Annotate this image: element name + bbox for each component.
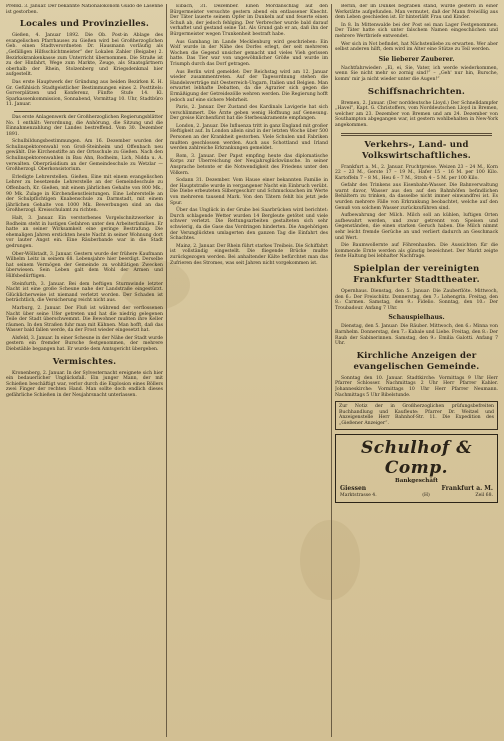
article-paragraph: Wer sich in Not befindet, hat Nächstenliebe zu erwarten. Wer aber selbst anderen hilft, dem wird im Alter eine Stütze zu Teil werden. <box>335 41 498 53</box>
article-paragraph: Schulbildungsbestimmungen. Am 16. Dezember wurden der Schulinspektorenwahl von Groß-Steinheim und Offenbach neu gewählt. Die Kirchenstifte an der Ortsschule zu Gießen. Nach den Schulinspektorenwahlen in Bau Ahn, Rodheim, Lich, Nidda u. A. verwalten. Oberpräsidium an der Gemeindeschule zu Wetzlar — Großherzogl. Oberkonsistorium. <box>6 139 163 173</box>
article-paragraph: Paris, 2. Januar. Der Zustand des Kardinals Lavigerie hat sich verschlimmert. Die Ärzte geben wenig Hoffnung auf Genesung. Der greise Kirchenfürst hat die Sterbesakramente empfangen. <box>170 105 328 122</box>
article-paragraph: Nachtfahrwieder: „Ei, ei, Sie, Vater, ich werde wiederkommen, wenn Sie nicht mehr so zornig sind!“ – „Geh' nur hin, Bursche, komm' mir ja nicht wieder unter die Augen!“ <box>335 65 498 82</box>
article-paragraph: Aufbewahrung der Milch. Milch soll an kühlen, luftigen Orten aufbewahrt werden, und zwar getrennt von Speisen und Gegenständen, die einen starken Geruch haben. Die Milch nimmt sehr leicht fremde Gerüche an und verliert dadurch an Geschmack und Wert. <box>335 213 498 241</box>
advertisement-address-left: Marktstrasse 4. <box>340 492 377 498</box>
advertisement-address-mid: (H) <box>422 492 430 498</box>
article-paragraph: Marburg, 2. Januar. Der Fluß ist während der verflossenen Nacht über seine Ufer getreten und hat die niedrig gelegenen Teile der Stadt überschwemmt. Die Bewohner mußten ihre Keller räumen. In den Straßen fuhr man mit Kähnen. Man hofft, daß das Wasser bald fallen werde, da der Frost wieder eingesetzt hat. <box>6 305 163 334</box>
column-1 <box>6 4 163 737</box>
advertisement-bank-label: Bankgeschäft <box>394 477 438 484</box>
article-paragraph: Ober-Wöllstadt, 3. Januar. Gestern wurde der frühere Kaufmann Wilhelm Leitz in seinem 68. Lebensjahre hier beerdigt. Derselbe hat seinem Vermögen der Gemeinde zu wohltätigen Zwecken überwiesen. Sein Leben galt dem Wohl der Armen und Hilfsbedürftigen. <box>6 251 163 279</box>
bank-advertisement <box>335 434 498 503</box>
article-paragraph: Opernhaus. Dienstag, den 5. Januar: Die Zauberflöte. Mittwoch, den 6.: Der Freischütz. Donnerstag, den 7.: Lohengrin. Freitag, den 8.: Carmen. Samstag, den 9.: Fidelio. Sonntag, den 10.: Der Troubadour. Anfang 7 Uhr. <box>335 289 498 311</box>
article-paragraph: Alsfeld, 3. Januar. In einer Scheune in der Nähe der Stadt wurde gestern ein fremder Bursche festgenommen, der mehrere Diebstähle begangen hat. Er wurde dem Amtsgericht übergeben. <box>6 335 163 353</box>
section-heading-local: Locales und Provinzielles. <box>19 19 150 30</box>
article-paragraph: Eibach, 31. Dezember. Einen Mordanschlag auf den Bürgermeister versuchte gestern abend ein entlassener Knecht. Der Täter lauerte seinem Opfer im Dunkeln auf und feuerte einen Schuß ab, der jedoch fehlging. Der Verbrecher wurde bald darauf verhaftet und gestand seine Tat. Als Grund gab er an, daß ihn der Bürgermeister wegen Trunkenheit bestraft habe. <box>170 4 328 37</box>
subheading: Schauspielhaus. <box>388 314 445 322</box>
article-paragraph: Aus Berlin wird gemeldet: Der Reichstag wird am 12. Januar wieder zusammentreten. Auf der Tagesordnung stehen die Handelsverträge mit Oesterreich-Ungarn, Italien und Belgien. Man erwartet lebhafte Debatten, da die Agrarier sich gegen die Ermäßigung der Getreidezölle wehren werden. Die Regierung hofft jedoch auf eine sichere Mehrheit. <box>170 69 328 103</box>
subheading: Sie lieberer Zauberer. <box>378 55 455 63</box>
article-paragraph: Das erste Hauptwerk der Gründung aus beiden Bezirken K. H. Gr. Gefühlsich Stadtgeistlicher Bestimmungen eines 2. Posttitels: Gorverplätzen und Konferenz, Fünfte Stufe 14. Kl. Sparkassenkommission, Sonnabend, Vormittag 10. Uhr, Stadtbüro 11. Januar. <box>6 79 163 108</box>
article-paragraph: Gefahr des Trinkens aus Eisenbahn-Wasser. Die Bahnverwaltung warnt davor, Wasser aus den auf den Bahnhöfen befindlichen Behältern zu trinken, da dasselbe nicht immer einwandfrei ist. Es wurden mehrere Fälle von Erkrankung beobachtet, welche auf den Genuß von solchem Wasser zurückzuführen sind. <box>335 183 498 211</box>
column-3 <box>335 4 498 737</box>
advertisement-city-right: Frankfurt a. M. <box>441 484 493 492</box>
section-heading-shipping: Schiffsnachrichten. <box>367 86 466 97</box>
article-paragraph: Mainz, 2. Januar. Der Rhein führt starkes Treibeis. Die Schiffahrt ist vollständig eingestellt. Die fliegende Brücke mußte zurückgezogen werden. Bei anhaltender Kälte befürchtet man das Zufrieren des Stromes, was seit Jahren nicht vorgekommen ist. <box>170 243 328 266</box>
article-paragraph: Erledigte Lehrerstellen. Gießen. Eine mit einem evangelischen Lehrer zu besetzende Lehrerstelle an der Gemeindeschule zu Offenbach, Kr. Gießen, mit einem jährlichen Gehalte von 800 Mk., 90 Mk. Zulage in Kirchendienstleistungen. Eine Lehrerstelle an der Schulpflichtigen Knabenschule zu Darmstadt, mit einem jährlichen Gehalte von 1000 Mk. Bewerbungen sind an das Großherzogl. Kreisschulamt zu richten. <box>6 174 163 214</box>
column-divider <box>331 4 332 737</box>
notice-text: Zur Notiz der in Großherzoglichen prüfungsbefreiten Buchhandlung und Kaufleute: Pfarrer Dr. Weitzel und Anzeigenstelle Herr Bahnhof-Str. 11. Die Expedition des „Gießener Anzeiger“. <box>339 404 494 426</box>
article-paragraph: Rom, 3. Januar. Der Papst empfing heute das diplomatische Korps zur Überreichung der Neujahrsglückwünsche. In seiner Ansprache betonte er die Notwendigkeit des Friedens unter den Völkern. <box>170 153 328 176</box>
article-paragraph: In 8. In Mittenwalde bei der Post sei man Lager Festgenommen. Der Täter hatte sich unter falschem Namen eingeschlichen und mehrere Wertbriefe entwendet. <box>335 22 498 39</box>
article-paragraph: Sonntag den 10. Januar. Stadtkirche: Vormittags 9 Uhr Herr Pfarrer Schlosser. Nachmittags 2 Uhr Herr Pfarrer Kahler. Johanneskirche: Vormittags 10 Uhr Herr Pfarrer Neumann. Nachmittags 5 Uhr Bibelstunde. <box>335 375 498 398</box>
intro-paragraph: Preßkl. 3. Januar. Der bekannte Nationalökonom Guido de Lasenne ist gestorben. <box>6 4 163 15</box>
section-heading-theater: Spielplan der vereinigten Frankfurter Stadttheater. <box>353 264 480 285</box>
advertisement-address-right: Zeil 68. <box>475 492 493 498</box>
article-paragraph: Bremen, 2. Januar. (Der norddeutsche Lloyd.) Der Schnelldampfer „Havel“, Kapt. G. Christoffers, vom Norddeutschen Lloyd in Bremen, welcher am 23. Dezember von Bremen und am 24. Dezember von Southampton abgegangen war, ist gestern wohlbehalten in New-York angekommen. <box>335 100 498 128</box>
article-paragraph: Aus Gambang im Lande Mecklenburg wird geschrieben: Ein Wolf wurde in der Nähe des Dorfes erlegt, der seit mehreren Wochen die Gegend unsicher gemacht und vieles Vieh gerissen hatte. Das Tier war von ungewöhnlicher Größe und wurde im Triumph durch das Dorf getragen. <box>170 39 328 67</box>
column-divider <box>166 4 167 737</box>
article-paragraph: Über das Unglück in der Grube bei Saarbrücken wird berichtet: Durch schlagende Wetter wurden 14 Bergleute getötet und viele schwer verletzt. Die Rettungsarbeiten gestalteten sich sehr schwierig, da die Gase das Vordringen hinderten. Die Angehörigen der Verunglückten umlagerten den ganzen Tag die Einfahrt des Schachtes. <box>170 208 328 242</box>
article-paragraph: London, 2. Januar. Die Influenza tritt in ganz England mit großer Heftigkeit auf. In London allein sind in der letzten Woche über 500 Personen an der Krankheit gestorben. Viele Schulen und Fabriken mußten geschlossen werden. Auch aus Schottland und Irland werden zahlreiche Erkrankungen gemeldet. <box>170 123 328 152</box>
notice-box <box>335 401 498 429</box>
article-paragraph: Sodann 31. Dezember. Vom Hause einer bekannten Familie in der Hauptstraße wurde in vergangener Nacht ein Einbruch verübt. Die Diebe erbeuteten Silbergeschirr und Schmucksachen im Werte von mehreren tausend Mark. Von den Tätern fehlt bis jetzt jede Spur. <box>170 178 328 206</box>
section-heading-misc: Vermischtes. <box>52 356 117 367</box>
section-heading-market: Verkehrs-, Land- und Volkswirtschaftliches. <box>362 139 471 161</box>
advertisement-logo: Schulhof & Comp. <box>360 437 473 478</box>
article-paragraph: Kronenberg, 2. Januar. In der Sylvesternacht ereignete sich hier ein bedauerlicher Unglücksfall. Ein junger Mann, der mit Schießen beschäftigt war, verlor durch die Explosion eines Böllers zwei Finger der rechten Hand. Man sollte doch endlich dieses gefährliche Schießen in der Neujahrsnacht unterlassen. <box>6 370 163 399</box>
article-paragraph: Die Baumwollernte auf Föhrenhaufen. Die Aussichten für die kommende Ernte werden als günstig bezeichnet. Der Markt zeigte feste Haltung bei lebhafter Nachfrage. <box>335 243 498 260</box>
article-paragraph: Frankfurt a. M., 2. Januar. Fruchtpreise. Weizen 23 – 24 M., Korn 22 – 23 M., Gerste 17 – 19 M., Hafer 15 – 16 M. per 100 Kilo. Kartoffeln 7 – 8 M., Heu 6 – 7 M., Stroh 4 – 5 M. per 100 Kilo. <box>335 164 498 181</box>
article-paragraph: Steinfurth, 3. Januar. Bei dem heftigen Sturmwinde letzter Nacht ist eine große Scheune nahe der Landstraße eingestürzt. Glücklicherweise ist niemand verletzt worden. Der Schaden ist beträchtlich, die Versicherung reicht nicht aus. <box>6 281 163 304</box>
article-paragraph: Berlin, der im Dunkel begraben stand, wurde gestern in einer Werkstätte aufgefunden. Man vermutet, daß der Mann freiwillig aus dem Leben geschieden ist. Er hinterläßt Frau und Kinder. <box>335 4 498 21</box>
article-paragraph: Dienstag, den 5. Januar: Die Räuber. Mittwoch, den 6.: Minna von Barnhelm. Donnerstag, den 7.: Kabale und Liebe. Freitag, den 8.: Der Raub der Sabinerinnen. Samstag, den 9.: Emilia Galotti. Anfang 7 Uhr. <box>335 324 498 347</box>
advertisement-city-left: Giessen <box>340 484 367 492</box>
article-paragraph: Das erste Anlagenwerk der Großherzoglichen Regierungsblätter No. 1 enthält: Verordnung, die Anhörung, die Sitzung und die Einnahmenzahlung der Landes bestreffend. Vom 30. Dezember 1891. <box>6 114 163 137</box>
article-paragraph: Gießen, 4. Januar 1892. Die Ob. Post-in Ablage des evangelischen Pfarrhauses zu Gießen wird bei Großherzoglichen Geb. einen Stadtverordneten Dr. Hausmann vorläufig als „Gefälligen Hilfsschichtmeister“ der Lokalen Zahler (Beigabe) 2. Bezirkskrankenkasse zum Unterricht übernommen. Die Straße ist zu der Hinfahrt, Wege zum Markte, Zeuge, als Staatsgärtnern oberhalb der Rhein, Stolzenberg und Kriegsdenkmal hier aufgestellt. <box>6 33 163 78</box>
column-2 <box>170 4 328 737</box>
section-heading-church: Kirchliche Anzeigen der evangelischen Gemeinde. <box>353 350 480 372</box>
article-paragraph: Halt, 3. Januar. Ein verstorbenes Vorgelschnitzwerker in Rodheim steht in lustigen Gefahren unter den Arbeiterfamilien. Er hatte an seiner Wirksamkeit eine geringe Bestrafung. Die ehemaligen Jahren erstickten heute Nacht in seiner Wohnung dort vor lauter Angst ein. Eine Räuberbande war in die Stadt gedrungen. <box>6 216 163 249</box>
